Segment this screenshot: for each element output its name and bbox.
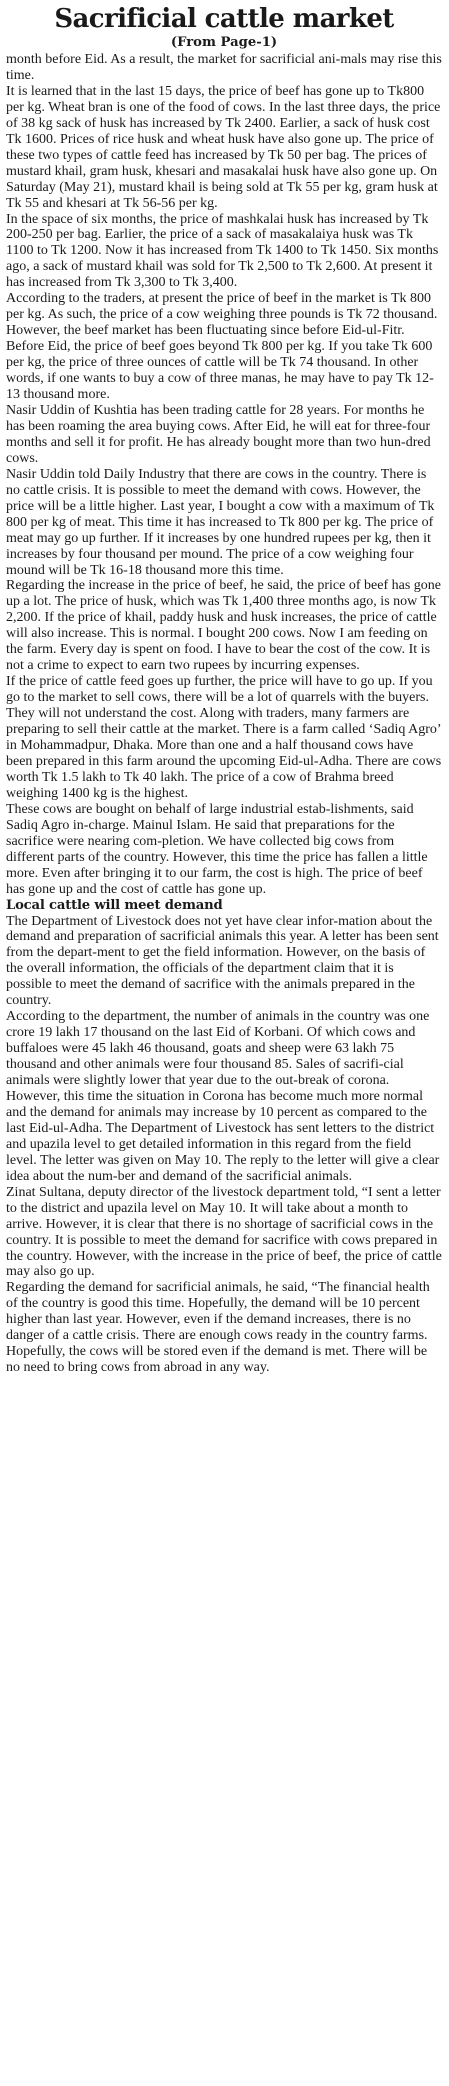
paragraph: Regarding the demand for sacrificial animals, he said, “The financial health of the country is good this time. Hopefully, the demand will be 10 percent higher than last year. However, even if the demand increases, there is no danger of a cattle crisis. There are enough cows ready in the country farms. Hopefully, the cows will be stored even if the demand is met. There will be no need to bring cows from abroad in any way. [6, 1280, 430, 1376]
paragraph: According to the traders, at present the price of beef in the market is Tk 800 per kg. As such, the price of a cow weighing three pounds is Tk 72 thousand. However, the beef market has been fluctuating since before Eid-ul-Fitr. Before Eid, the price of beef goes beyond Tk 800 per kg. If you take Tk 600 per kg, the price of three ounces of cattle will be Tk 74 thousand. In other words, if one wants to buy a cow of three manas, he may have to pay Tk 12-13 thousand more. [6, 291, 438, 403]
section-subheading: Local cattle will meet demand [6, 897, 223, 913]
paragraph: If the price of cattle feed goes up further, the price will have to go up. If you go to the market to sell cows, there will be a lot of quarrels with the buyers. They will not understand the cost. Along with traders, many farmers are preparing to sell their cattle at the market. There is a farm called ‘Sadiq Agro’ in Mohammadpur, Dhaka. More than one and a half thousand cows have been prepared in this farm around the upcoming Eid-ul-Adha. There are cows worth Tk 1.5 lakh to Tk 40 lakh. The price of a cow of Brahma breed weighing 1400 kg is the highest. [6, 674, 442, 801]
paragraph: These cows are bought on behalf of large industrial estab-lishments, said Sadiq Agro in-charge. Mainul Islam. He said that preparations for the sacrifice were nearing com-pletion. We have collected big cows from different parts of the country. However, this time the price has fallen a little more. Even after bringing it to our farm, the cost is high. The price of beef has gone up and the cost of cattle has gone up. [6, 801, 428, 897]
continuation-note: (From Page-1) [170, 35, 278, 50]
paragraph: Regarding the increase in the price of beef, he said, the price of beef has gone up a lot. The price of husk, which was Tk 1,400 three months ago, is now Tk 2,200. If the price of khail, paddy husk and husk increases, the price of cattle will also increase. This is normal. I bought 200 cows. Now I am feeding on the farm. Every day is spent on food. I have to bear the cost of the cow. It is not a crime to expect to earn two rupees by incurring expenses. [6, 578, 441, 674]
paragraph: However, this time the situation in Corona has become much more normal and the demand for animals may increase by 10 percent as compared to the last Eid-ul-Adha. The Department of Livestock has sent letters to the district and upazila level to get detailed information in this regard from the field level. The letter was given on May 10. The reply to the letter will give a clear idea about the num-ber and demand of the sacrificial animals. [6, 1089, 440, 1184]
paragraph: Nasir Uddin of Kushtia has been trading cattle for 28 years. For months he has been roaming the area buying cows. After Eid, he will eat for three-four months and sell it for profit. He has already bought more than two hun-dred cows. [6, 402, 431, 466]
paragraph: month before Eid. As a result, the market for sacrificial ani-mals may rise this time. [6, 52, 442, 83]
article-body [6, 52, 442, 1376]
paragraph: Zinat Sultana, deputy director of the livestock department told, “I sent a letter to the district and upazila level on May 10. It will take about a month to arrive. However, it is clear that there is no shortage of sacrificial cows in the country. It is possible to meet the demand for sacrifice with cows prepared in the country. However, with the increase in the price of beef, the price of cattle may also go up. [6, 1184, 442, 1280]
paragraph: According to the department, the number of animals in the country was one crore 19 lakh 17 thousand on the last Eid of Korbani. Of which cows and buffaloes were 45 lakh 46 thousand, goats and sheep were 63 lakh 75 thousand and other animals were four thousand 85. Sales of sacrifi-cial animals were slightly lower that year due to the out-break of corona. [6, 1009, 430, 1089]
paragraph: It is learned that in the last 15 days, the price of beef has gone up to Tk800 per kg. Wheat bran is one of the food of cows. In the last three days, the price of 38 kg sack of husk has increased by Tk 2400. Earlier, a sack of husk cost Tk 1600. Prices of rice husk and wheat husk have also gone up. The price of these two types of cattle feed has increased by Tk 50 per bag. The prices of mustard khail, gram husk, khesari and masakalai husk have also gone up. On Saturday (May 21), mustard khail is being sold at Tk 55 per kg, gram husk at Tk 55 and khesari at Tk 56-56 per kg. [6, 83, 441, 211]
paragraph: Nasir Uddin told Daily Industry that there are cows in the country. There is no cattle crisis. It is possible to meet the demand with cows. However, the price will be a little higher. Last year, I bought a cow with a maximum of Tk 800 per kg of meat. This time it has increased to Tk 800 per kg. The price of meat may go up further. If it increases by one hundred rupees per kg, then it increases by four thousand per mound. The price of a cow weighing four mound will be Tk 16-18 thousand more this time. [6, 466, 435, 578]
paragraph: In the space of six months, the price of mashkalai husk has increased by Tk 200-250 per bag. Earlier, the price of a sack of masakalaiya husk was Tk 1100 to Tk 1200. Now it has increased from Tk 1400 to Tk 1450. Six months ago, a sack of mustard khail was sold for Tk 2,500 to Tk 2,600. At present it has increased from Tk 3,300 to Tk 3,400. [6, 211, 439, 291]
headline: Sacrificial cattle market [54, 4, 394, 34]
paragraph: The Department of Livestock does not yet have clear infor-mation about the demand and preparation of sacrificial animals this year. A letter has been sent from the depart-ment to get the field information. However, on the basis of the overall information, the officials of the department claim that it is possible to meet the demand of sacrifice with the animals prepared in the country. [6, 913, 439, 1009]
